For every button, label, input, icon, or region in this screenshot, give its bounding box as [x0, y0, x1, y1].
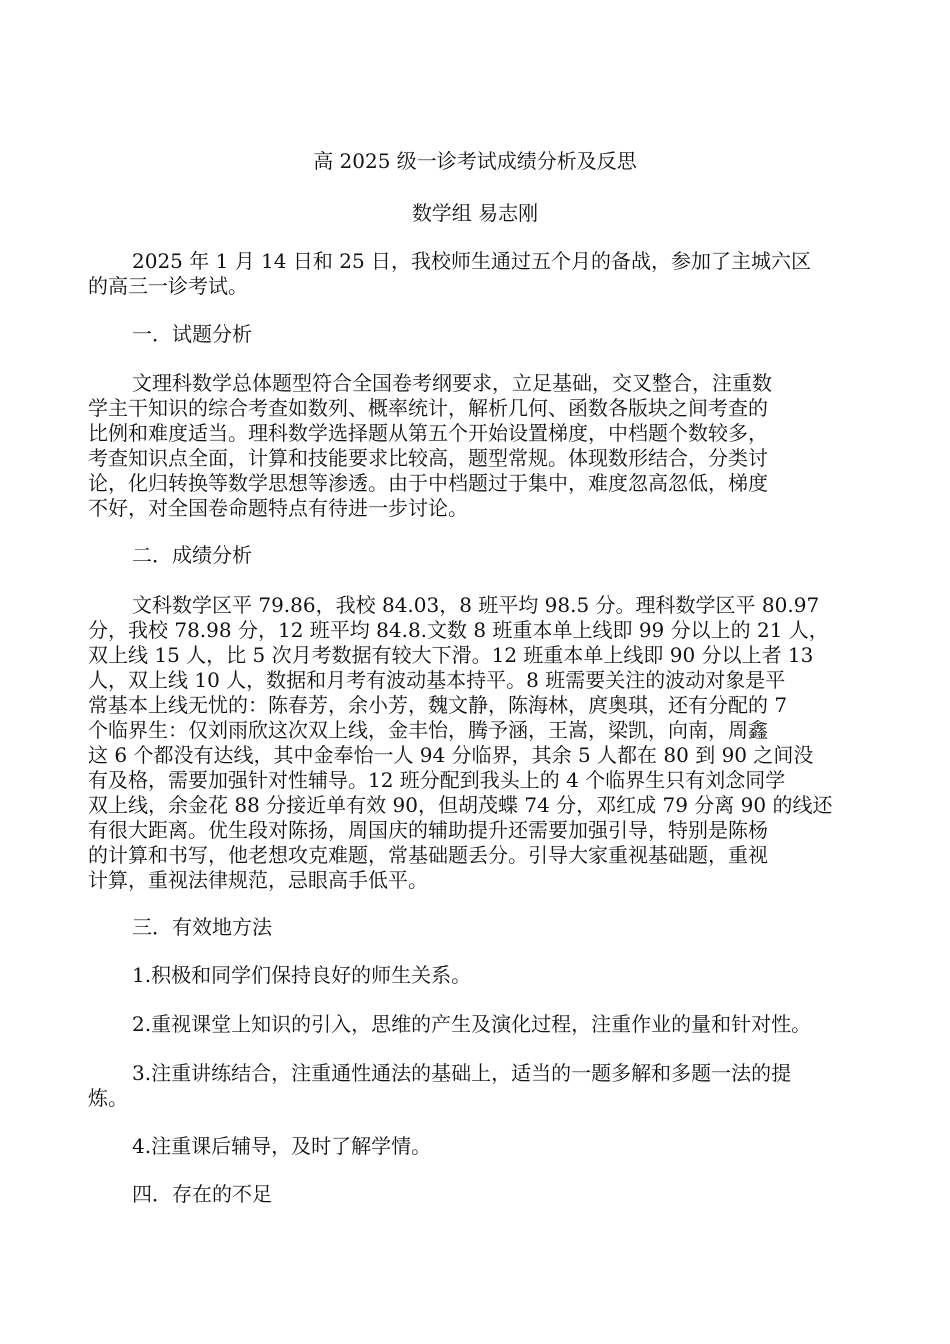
section1-line: 学主干知识的综合考查如数列、概率统计，解析几何、函数各版块之间考查的: [88, 396, 768, 420]
section2-line: 常基本上线无忧的：陈春芳，余小芳，魏文静，陈海林，庹奥琪，还有分配的 7: [88, 693, 788, 717]
section2-line: 分，我校 78.98 分，12 班平均 84.8.文数 8 班重本单上线即 99 分以上的 21 人，: [88, 618, 829, 642]
section2-line: 文科数学区平 79.86，我校 84.03，8 班平均 98.5 分。理科数学区平 80.97: [132, 593, 820, 617]
section2-line: 有很大距离。优生段对陈扬，周国庆的辅助提升还需要加强引导，特别是陈杨: [88, 818, 768, 842]
method-item-2: 2.重视课堂上知识的引入，思维的产生及演化过程，注重作业的量和针对性。: [132, 1012, 812, 1036]
section2-line: 双上线，余金花 88 分接近单有效 90，但胡茂蝶 74 分，邓红成 79 分离 90 的线还: [88, 793, 833, 817]
method-item-3: 3.注重讲练结合，注重通性通法的基础上，适当的一题多解和多题一法的提: [132, 1061, 792, 1085]
section2-line: 个临界生：仅刘雨欣这次双上线，金丰怡，腾予涵，王嵩，梁凯，向南，周鑫: [88, 718, 768, 742]
section1-line: 考查知识点全面，计算和技能要求比较高，题型常规。体现数形结合，分类讨: [88, 446, 768, 470]
section2-line: 计算，重视法律规范，忌眼高手低平。: [88, 868, 428, 892]
section-heading-2: 二．成绩分析: [132, 543, 252, 567]
method-item-3-continued: 炼。: [88, 1086, 128, 1110]
section1-line: 不好，对全国卷命题特点有待进一步讨论。: [88, 496, 468, 520]
document-author: 数学组 易志刚: [411, 201, 539, 225]
section-heading-4: 四．存在的不足: [132, 1182, 272, 1206]
intro-line: 的高三一诊考试。: [88, 274, 248, 298]
section2-line: 人，双上线 10 人，数据和月考有波动基本持平。8 班需要关注的波动对象是平: [88, 668, 786, 692]
method-item-1: 1.积极和同学们保持良好的师生关系。: [132, 963, 472, 987]
document-title: 高 2025 级一诊考试成绩分析及反思: [313, 149, 637, 173]
intro-line: 2025 年 1 月 14 日和 25 日，我校师生通过五个月的备战，参加了主城六区: [132, 249, 812, 273]
section1-line: 文理科数学总体题型符合全国卷考纲要求，立足基础，交叉整合，注重数: [132, 371, 772, 395]
section-heading-3: 三．有效地方法: [132, 915, 272, 939]
section1-line: 比例和难度适当。理科数学选择题从第五个开始设置梯度，中档题个数较多，: [88, 421, 768, 445]
section2-line: 有及格，需要加强针对性辅导。12 班分配到我头上的 4 个临界生只有刘念同学: [88, 768, 786, 792]
section2-line: 的计算和书写，他老想攻克难题，常基础题丢分。引导大家重视基础题，重视: [88, 843, 768, 867]
method-item-4: 4.注重课后辅导，及时了解学情。: [132, 1134, 432, 1158]
section1-line: 论，化归转换等数学思想等渗透。由于中档题过于集中，难度忽高忽低，梯度: [88, 471, 768, 495]
section2-line: 双上线 15 人，比 5 次月考数据有较大下滑。12 班重本单上线即 90 分以上者 13: [88, 643, 814, 667]
section-heading-1: 一．试题分析: [132, 322, 252, 346]
section2-line: 这 6 个都没有达线，其中金奉怡一人 94 分临界，其余 5 人都在 80 到 90 之间没: [88, 743, 814, 767]
